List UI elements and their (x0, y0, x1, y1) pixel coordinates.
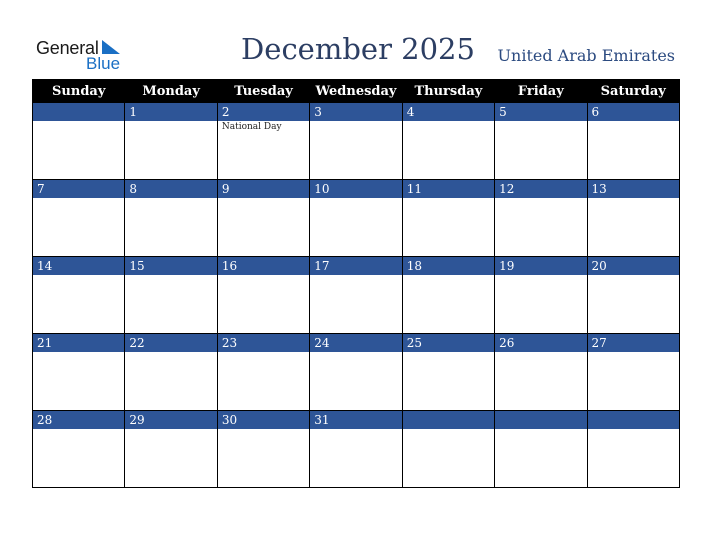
day-number: 29 (125, 411, 216, 429)
day-cell (217, 411, 309, 488)
holiday-label (33, 429, 124, 430)
weekday-header: Sunday (33, 80, 125, 103)
holiday-label (588, 198, 679, 199)
day-number (403, 411, 494, 429)
day-number: 1 (125, 103, 216, 121)
day-number: 22 (125, 334, 216, 352)
holiday-label (495, 429, 586, 430)
weekday-header: Monday (125, 80, 217, 103)
holiday-label (495, 121, 586, 122)
day-cell (125, 257, 217, 334)
day-number: 13 (588, 180, 679, 198)
day-cell (402, 411, 494, 488)
day-number: 7 (33, 180, 124, 198)
day-cell (587, 257, 679, 334)
weekday-header: Thursday (402, 80, 494, 103)
logo (36, 38, 136, 78)
holiday-label: National Day (221, 122, 282, 132)
holiday-label (495, 352, 586, 353)
day-cell (125, 180, 217, 257)
holiday-label (310, 352, 401, 353)
day-number: 24 (310, 334, 401, 352)
weekday-header: Wednesday (310, 80, 402, 103)
day-cell (217, 334, 309, 411)
holiday-label (310, 198, 401, 199)
day-cell (125, 411, 217, 488)
holiday-label (218, 352, 309, 353)
day-number: 27 (588, 334, 679, 352)
day-cell (495, 411, 587, 488)
weekday-header: Friday (495, 80, 587, 103)
day-cell (587, 103, 679, 180)
logo-text-blue: Blue (86, 54, 121, 73)
day-number: 5 (495, 103, 586, 121)
day-number (495, 411, 586, 429)
day-cell (217, 257, 309, 334)
day-number: 2 (218, 103, 309, 121)
day-cell (310, 257, 402, 334)
day-cell (495, 103, 587, 180)
holiday-label (125, 275, 216, 276)
day-number: 28 (33, 411, 124, 429)
day-number: 31 (310, 411, 401, 429)
holiday-label (218, 198, 309, 199)
week-row (33, 103, 680, 180)
day-cell (587, 180, 679, 257)
day-cell (402, 257, 494, 334)
holiday-label (33, 352, 124, 353)
holiday-label (403, 352, 494, 353)
day-cell (402, 334, 494, 411)
day-number (33, 103, 124, 121)
day-number (588, 411, 679, 429)
holiday-label (125, 121, 216, 122)
day-cell (310, 180, 402, 257)
weekday-header: Saturday (587, 80, 679, 103)
holiday-label (403, 275, 494, 276)
day-cell (495, 257, 587, 334)
day-number: 6 (588, 103, 679, 121)
holiday-label (403, 198, 494, 199)
day-cell (587, 411, 679, 488)
weekday-header: Tuesday (217, 80, 309, 103)
day-number: 20 (588, 257, 679, 275)
holiday-label (33, 121, 124, 122)
holiday-label (588, 275, 679, 276)
day-number: 10 (310, 180, 401, 198)
holiday-label (403, 121, 494, 122)
day-number: 9 (218, 180, 309, 198)
day-cell (125, 103, 217, 180)
day-number: 19 (495, 257, 586, 275)
day-cell (402, 180, 494, 257)
day-number: 25 (403, 334, 494, 352)
holiday-label (310, 121, 401, 122)
day-number: 26 (495, 334, 586, 352)
calendar-grid (32, 79, 680, 488)
holiday-label (33, 198, 124, 199)
day-cell (310, 103, 402, 180)
day-number: 8 (125, 180, 216, 198)
week-row (33, 411, 680, 488)
day-number: 11 (403, 180, 494, 198)
day-number: 18 (403, 257, 494, 275)
day-number: 17 (310, 257, 401, 275)
day-cell (33, 257, 125, 334)
day-cell (33, 334, 125, 411)
day-cell (33, 180, 125, 257)
holiday-label (218, 275, 309, 276)
logo-text-general: General (36, 38, 99, 58)
holiday-label (495, 275, 586, 276)
country-label: United Arab Emirates (497, 46, 675, 65)
day-number: 12 (495, 180, 586, 198)
week-row (33, 257, 680, 334)
day-number: 21 (33, 334, 124, 352)
holiday-label (495, 198, 586, 199)
holiday-label (125, 352, 216, 353)
holiday-label (310, 275, 401, 276)
day-cell (33, 103, 125, 180)
holiday-label (588, 352, 679, 353)
holiday-label (310, 429, 401, 430)
page-title: December 2025 (241, 32, 475, 66)
day-cell (217, 180, 309, 257)
holiday-label (403, 429, 494, 430)
day-cell (310, 411, 402, 488)
holiday-label (125, 198, 216, 199)
day-number: 30 (218, 411, 309, 429)
holiday-label (588, 121, 679, 122)
week-row (33, 334, 680, 411)
day-number: 3 (310, 103, 401, 121)
day-cell (310, 334, 402, 411)
week-row (33, 180, 680, 257)
holiday-label (125, 429, 216, 430)
day-cell (125, 334, 217, 411)
day-cell (587, 334, 679, 411)
day-number: 4 (403, 103, 494, 121)
day-number: 16 (218, 257, 309, 275)
day-cell (495, 334, 587, 411)
day-number: 14 (33, 257, 124, 275)
day-cell (402, 103, 494, 180)
holiday-label (588, 429, 679, 430)
holiday-label (218, 429, 309, 430)
weekday-header-row (33, 80, 680, 103)
day-number: 15 (125, 257, 216, 275)
day-cell (217, 103, 309, 180)
day-cell (33, 411, 125, 488)
day-cell (495, 180, 587, 257)
holiday-label (33, 275, 124, 276)
day-number: 23 (218, 334, 309, 352)
